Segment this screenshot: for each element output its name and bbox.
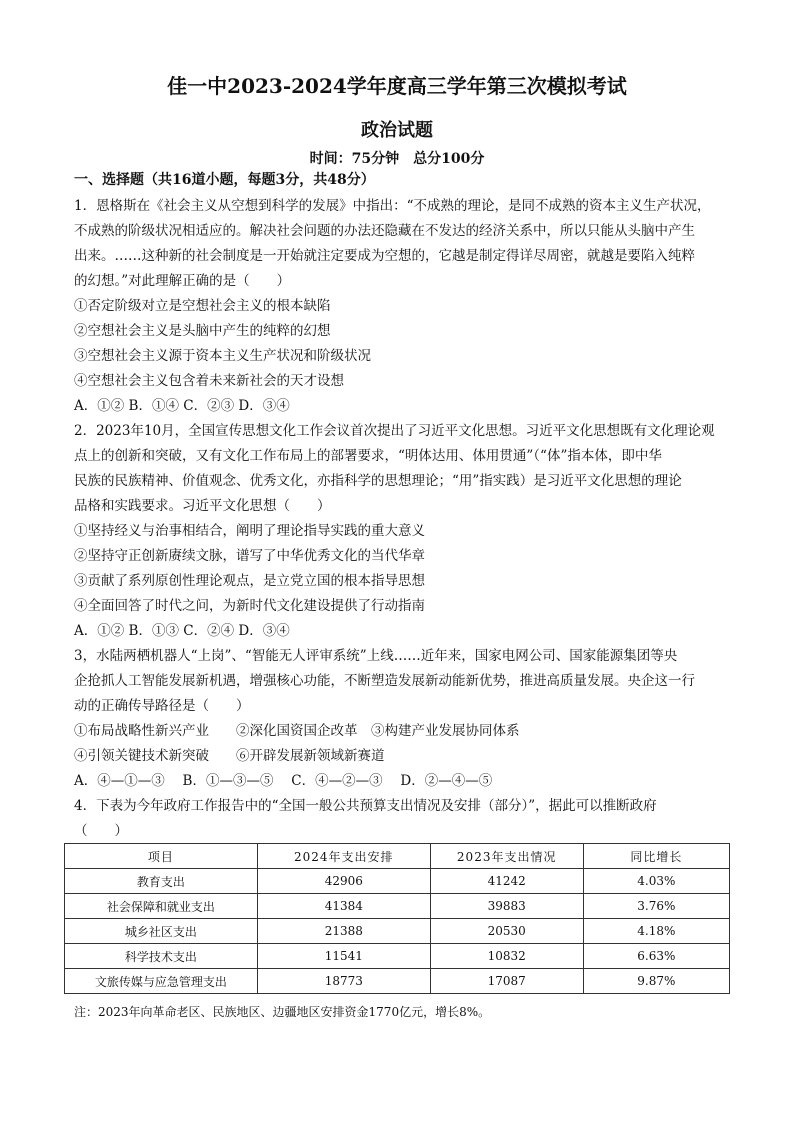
table-header-cell: 2023年支出情况 [430,844,583,869]
q4-stem-line: 4．下表为今年政府工作报告中的“全国一般公共预算支出情况及安排（部分）”，据此可以推断政府 [74,798,657,814]
section-heading: 一、选择题（共16道小题，每题3分，共48分） [74,172,375,188]
table-cell: 20530 [430,919,583,944]
table-row [65,869,730,894]
q2-stem-line: 点上的创新和突破，又有文化工作布局上的部署要求，“明体达用、体用贯通”（“体”指本体，即中华 [74,448,662,464]
q3-stem-line: 企抢抓人工智能发展新机遇，增强核心功能，不断塑造发展新动能新优势，推进高质量发展。央企这一行 [74,673,695,689]
q1-stem-line: 的幻想。”对此理解正确的是（ ） [74,273,291,289]
table-row [65,944,730,969]
table-cell: 41384 [257,894,430,919]
table-row [65,969,730,994]
q2-answers: A．①② B．①③ C．②④ D．③④ [74,623,290,639]
table-note: 注：2023年向革命老区、民族地区、边疆地区安排资金1770亿元，增长8%。 [74,1005,491,1019]
table-cell: 社会保障和就业支出 [65,894,258,919]
budget-table [64,843,730,994]
table-cell: 11541 [257,944,430,969]
subject-title: 政治试题 [361,120,433,141]
q1-option: ④空想社会主义包含着未来新社会的天才设想 [74,373,344,389]
q1-option: ①否定阶级对立是空想社会主义的根本缺陷 [74,298,331,314]
q1-stem-line: 不成熟的阶级状况相适应的。解决社会问题的办法还隐藏在不发达的经济关系中，所以只能从头脑中产生 [74,223,695,239]
table-cell: 4.18% [583,919,729,944]
table-cell: 6.63% [583,944,729,969]
time-info: 时间：75分钟 总分100分 [309,151,485,167]
table-cell: 39883 [430,894,583,919]
table-cell: 10832 [430,944,583,969]
q2-option: ③贡献了系列原创性理论观点，是立党立国的根本指导思想 [74,573,425,589]
q3-stem-line: 动的正确传导路径是（ ） [74,698,250,714]
q2-stem-line: 2．2023年10月，全国宣传思想文化工作会议首次提出了习近平文化思想。习近平文化思想既有文化理论观 [74,423,715,439]
q3-option: ④引领关键技术新突破 ⑥开辟发展新领域新赛道 [74,748,385,764]
table-cell: 41242 [430,869,583,894]
table-cell: 42906 [257,869,430,894]
table-cell: 18773 [257,969,430,994]
table-cell: 4.03% [583,869,729,894]
q1-stem-line: 1．恩格斯在《社会主义从空想到科学的发展》中指出：“不成熟的理论，是同不成熟的资本主义生产状况， [74,198,711,214]
table-cell: 3.76% [583,894,729,919]
q2-option: ①坚持经义与治事相结合，阐明了理论指导实践的重大意义 [74,523,425,539]
table-cell: 城乡社区支出 [65,919,258,944]
q4-stem-line: （ ） [74,823,128,839]
table-cell: 9.87% [583,969,729,994]
table-cell: 文旅传媒与应急管理支出 [65,969,258,994]
q2-option: ②坚持守正创新赓续文脉，谱写了中华优秀文化的当代华章 [74,548,425,564]
q3-option: ①布局战略性新兴产业 ②深化国资国企改革 ③构建产业发展协同体系 [74,723,520,739]
q3-answers: A．④—①—③ B．①—③—⑤ C．④—②—③ D．②—④—⑤ [74,773,493,789]
table-row [65,919,730,944]
table-header-cell: 2024年支出安排 [257,844,430,869]
table-cell: 21388 [257,919,430,944]
table-header-row [65,844,730,869]
table-header-cell: 同比增长 [583,844,729,869]
table-row [65,894,730,919]
table-header-cell: 项目 [65,844,258,869]
q1-stem-line: 出来。……这种新的社会制度是一开始就注定要成为空想的，它越是制定得详尽周密，就越是要陷入纯粹 [74,248,695,264]
q2-stem-line: 民族的民族精神、价值观念、优秀文化，亦指科学的思想理论；“用”指实践）是习近平文化思想的理论 [74,473,682,489]
q2-stem-line: 品格和实践要求。习近平文化思想（ ） [74,498,331,514]
q3-stem-line: 3，水陆两栖机器人“上岗”、“智能无人评审系统”上线……近年来，国家电网公司、国家能源集团等央 [74,648,678,664]
q2-option: ④全面回答了时代之问，为新时代文化建设提供了行动指南 [74,598,425,614]
q1-option: ③空想社会主义源于资本主义生产状况和阶级状况 [74,348,371,364]
table-cell: 教育支出 [65,869,258,894]
table-cell: 科学技术支出 [65,944,258,969]
q1-answers: A．①② B．①④ C．②③ D．③④ [74,398,290,414]
table-cell: 17087 [430,969,583,994]
q1-option: ②空想社会主义是头脑中产生的纯粹的幻想 [74,323,331,339]
exam-title: 佳一中2023-2024学年度高三学年第三次模拟考试 [167,74,627,98]
